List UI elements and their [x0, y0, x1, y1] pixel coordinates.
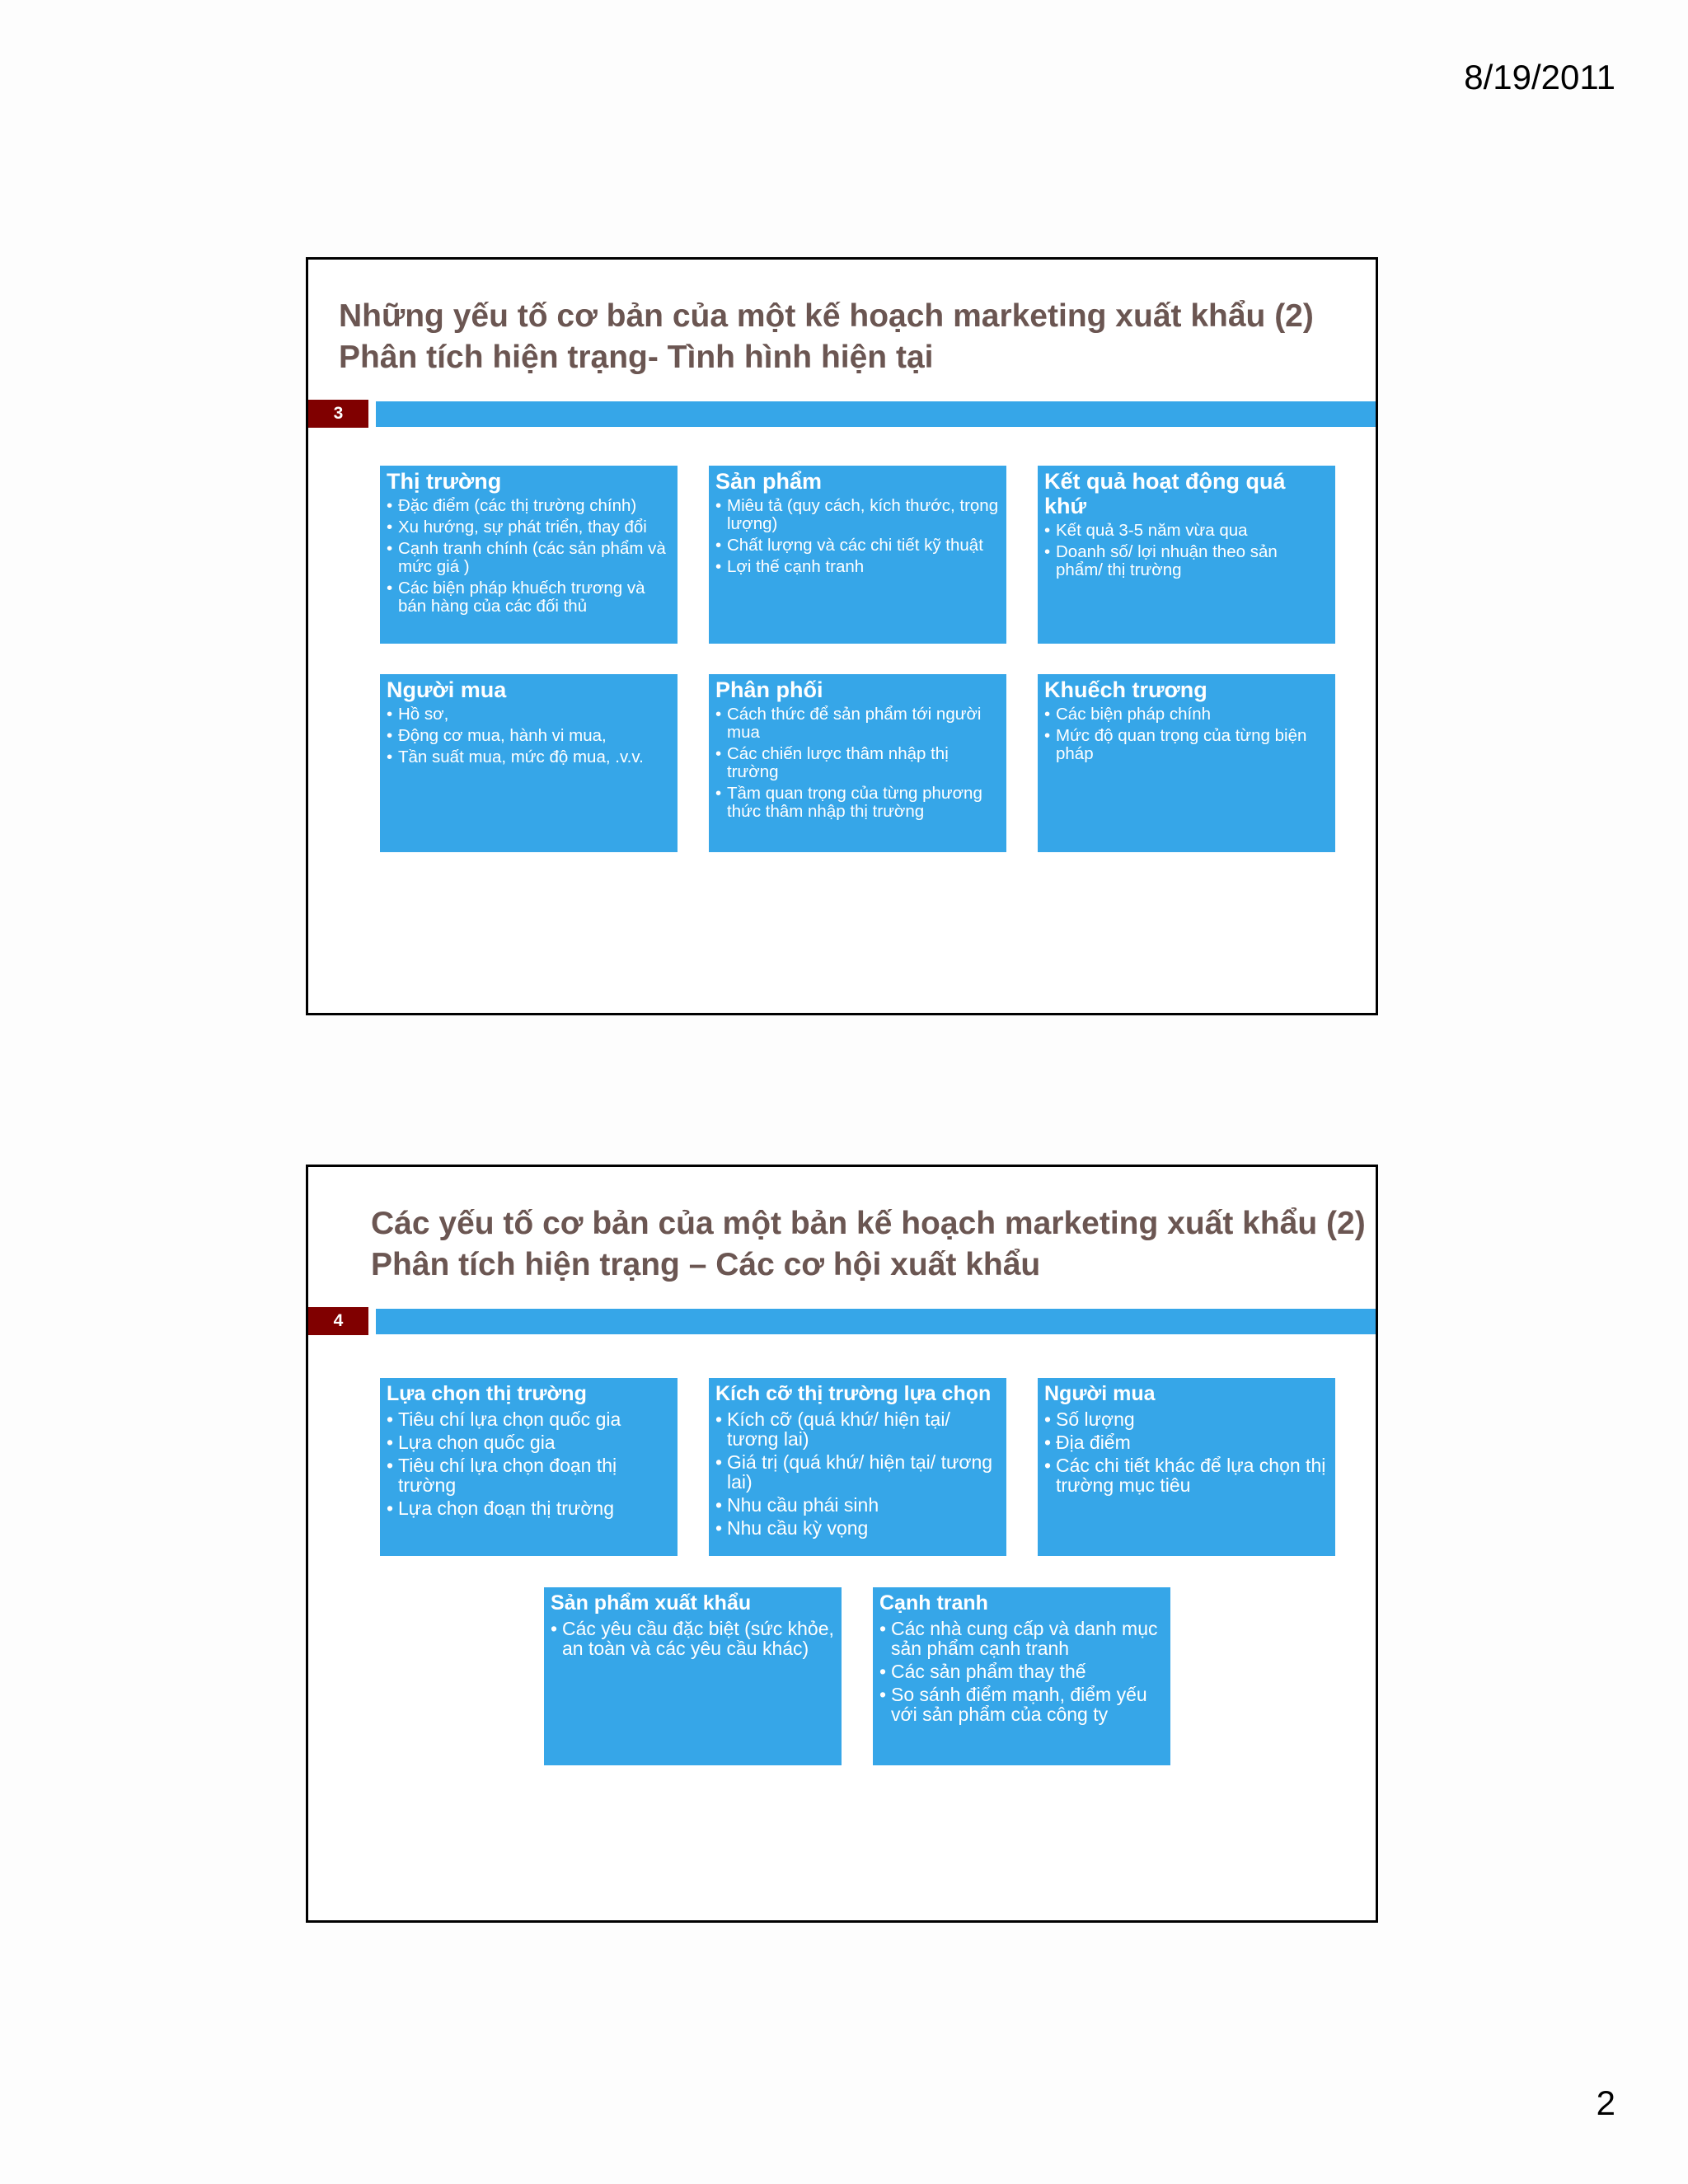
box-list — [1044, 1409, 1329, 1495]
list-item: • Lợi thế cạnh tranh — [715, 558, 1000, 576]
title-underline-bar — [376, 401, 1376, 427]
list-item: • Cạnh tranh chính (các sản phẩm và mức giá ) — [387, 540, 671, 576]
box-title: Khuếch trương — [1044, 677, 1207, 702]
list-item: • Đặc điểm (các thị trường chính) — [387, 497, 671, 515]
box-canh-tranh — [873, 1587, 1170, 1765]
list-item: • Các biện pháp khuếch trương và bán hàng của các đối thủ — [387, 579, 671, 616]
box-list — [1044, 522, 1329, 579]
slide-title-line2: Phân tích hiện trạng- Tình hình hiện tại — [339, 340, 934, 375]
title-underline-bar — [376, 1309, 1376, 1334]
box-list — [387, 705, 671, 766]
slide-title-line1: Những yếu tố cơ bản của một kế hoạch marketing xuất khẩu (2) — [339, 298, 1314, 334]
list-item: • Các nhà cung cấp và danh mục sản phẩm cạnh tranh — [879, 1619, 1164, 1658]
box-list — [1044, 705, 1329, 763]
list-item: • Lựa chọn quốc gia — [387, 1432, 671, 1452]
box-title: Người mua — [1044, 1382, 1156, 1405]
list-item: • Cách thức để sản phẩm tới người mua — [715, 705, 1000, 742]
list-item: • Các sản phẩm thay thế — [879, 1661, 1164, 1681]
box-title: Người mua — [387, 677, 507, 702]
box-list — [387, 497, 671, 616]
page-date: 8/19/2011 — [1464, 58, 1615, 96]
list-item: • Số lượng — [1044, 1409, 1329, 1429]
box-title: Kết quả hoạt động quá khứ — [1044, 469, 1286, 518]
box-list — [715, 705, 1000, 821]
list-item: • Giá trị (quá khứ/ hiện tại/ tương lai) — [715, 1452, 1000, 1492]
slide-title — [339, 296, 1314, 378]
list-item: • Kết quả 3-5 năm vừa qua — [1044, 522, 1329, 540]
list-item: • Các chiến lược thâm nhập thị trường — [715, 745, 1000, 781]
box-list — [715, 1409, 1000, 1538]
box-ket-qua — [1038, 466, 1335, 644]
slide-title-line2: Phân tích hiện trạng – Các cơ hội xuất khẩu — [371, 1247, 1041, 1282]
list-item: • Lựa chọn đoạn thị trường — [387, 1498, 671, 1518]
list-item: • Xu hướng, sự phát triển, thay đổi — [387, 518, 671, 537]
box-list — [715, 497, 1000, 576]
box-san-pham-xuat-khau — [544, 1587, 842, 1765]
list-item: • Địa điểm — [1044, 1432, 1329, 1452]
box-list — [879, 1619, 1164, 1724]
list-item: • Tầm quan trọng của từng phương thức thâm nhập thị trường — [715, 785, 1000, 821]
slide-title-line1: Các yếu tố cơ bản của một bản kế hoạch marketing xuất khẩu (2) — [371, 1206, 1366, 1241]
box-khuech-truong — [1038, 674, 1335, 852]
box-list — [387, 1409, 671, 1518]
box-list — [551, 1619, 835, 1658]
list-item: • Miêu tả (quy cách, kích thước, trọng lượng) — [715, 497, 1000, 533]
page-number: 2 — [1596, 2083, 1615, 2122]
list-item: • Tiêu chí lựa chọn quốc gia — [387, 1409, 671, 1429]
list-item: • Mức độ quan trọng của từng biện pháp — [1044, 727, 1329, 763]
list-item: • Doanh số/ lợi nhuận theo sản phẩm/ thị trường — [1044, 543, 1329, 579]
list-item: • Tiêu chí lựa chọn đoạn thị trường — [387, 1455, 671, 1495]
box-title: Phân phối — [715, 677, 823, 702]
box-lua-chon-thi-truong — [380, 1378, 678, 1556]
box-thi-truong — [380, 466, 678, 644]
box-nguoi-mua — [380, 674, 678, 852]
list-item: • Các yêu cầu đặc biệt (sức khỏe, an toàn và các yêu cầu khác) — [551, 1619, 835, 1658]
list-item: • Nhu cầu phái sinh — [715, 1495, 1000, 1515]
slide-4 — [306, 1165, 1378, 1923]
box-phan-phoi — [709, 674, 1006, 852]
list-item: • Chất lượng và các chi tiết kỹ thuật — [715, 537, 1000, 555]
slide-number-badge: 3 — [308, 400, 368, 428]
list-item: • Động cơ mua, hành vi mua, — [387, 727, 671, 745]
box-title: Kích cỡ thị trường lựa chọn — [715, 1382, 992, 1405]
box-title: Sản phẩm — [715, 469, 823, 494]
box-title: Thị trường — [387, 469, 502, 494]
box-title: Cạnh tranh — [879, 1591, 988, 1615]
box-san-pham — [709, 466, 1006, 644]
slide-title — [371, 1203, 1366, 1286]
slide-number-badge: 4 — [308, 1307, 368, 1335]
list-item: • Hồ sơ, — [387, 705, 671, 724]
box-nguoi-mua — [1038, 1378, 1335, 1556]
list-item: • So sánh điểm mạnh, điểm yếu với sản phẩm của công ty — [879, 1685, 1164, 1724]
list-item: • Các biện pháp chính — [1044, 705, 1329, 724]
slide-3 — [306, 257, 1378, 1015]
box-kich-co-thi-truong — [709, 1378, 1006, 1556]
list-item: • Kích cỡ (quá khứ/ hiện tại/ tương lai) — [715, 1409, 1000, 1449]
list-item: • Tần suất mua, mức độ mua, .v.v. — [387, 748, 671, 766]
list-item: • Các chi tiết khác để lựa chọn thị trường mục tiêu — [1044, 1455, 1329, 1495]
box-title: Sản phẩm xuất khẩu — [551, 1591, 752, 1615]
list-item: • Nhu cầu kỳ vọng — [715, 1518, 1000, 1538]
box-title: Lựa chọn thị trường — [387, 1382, 587, 1405]
